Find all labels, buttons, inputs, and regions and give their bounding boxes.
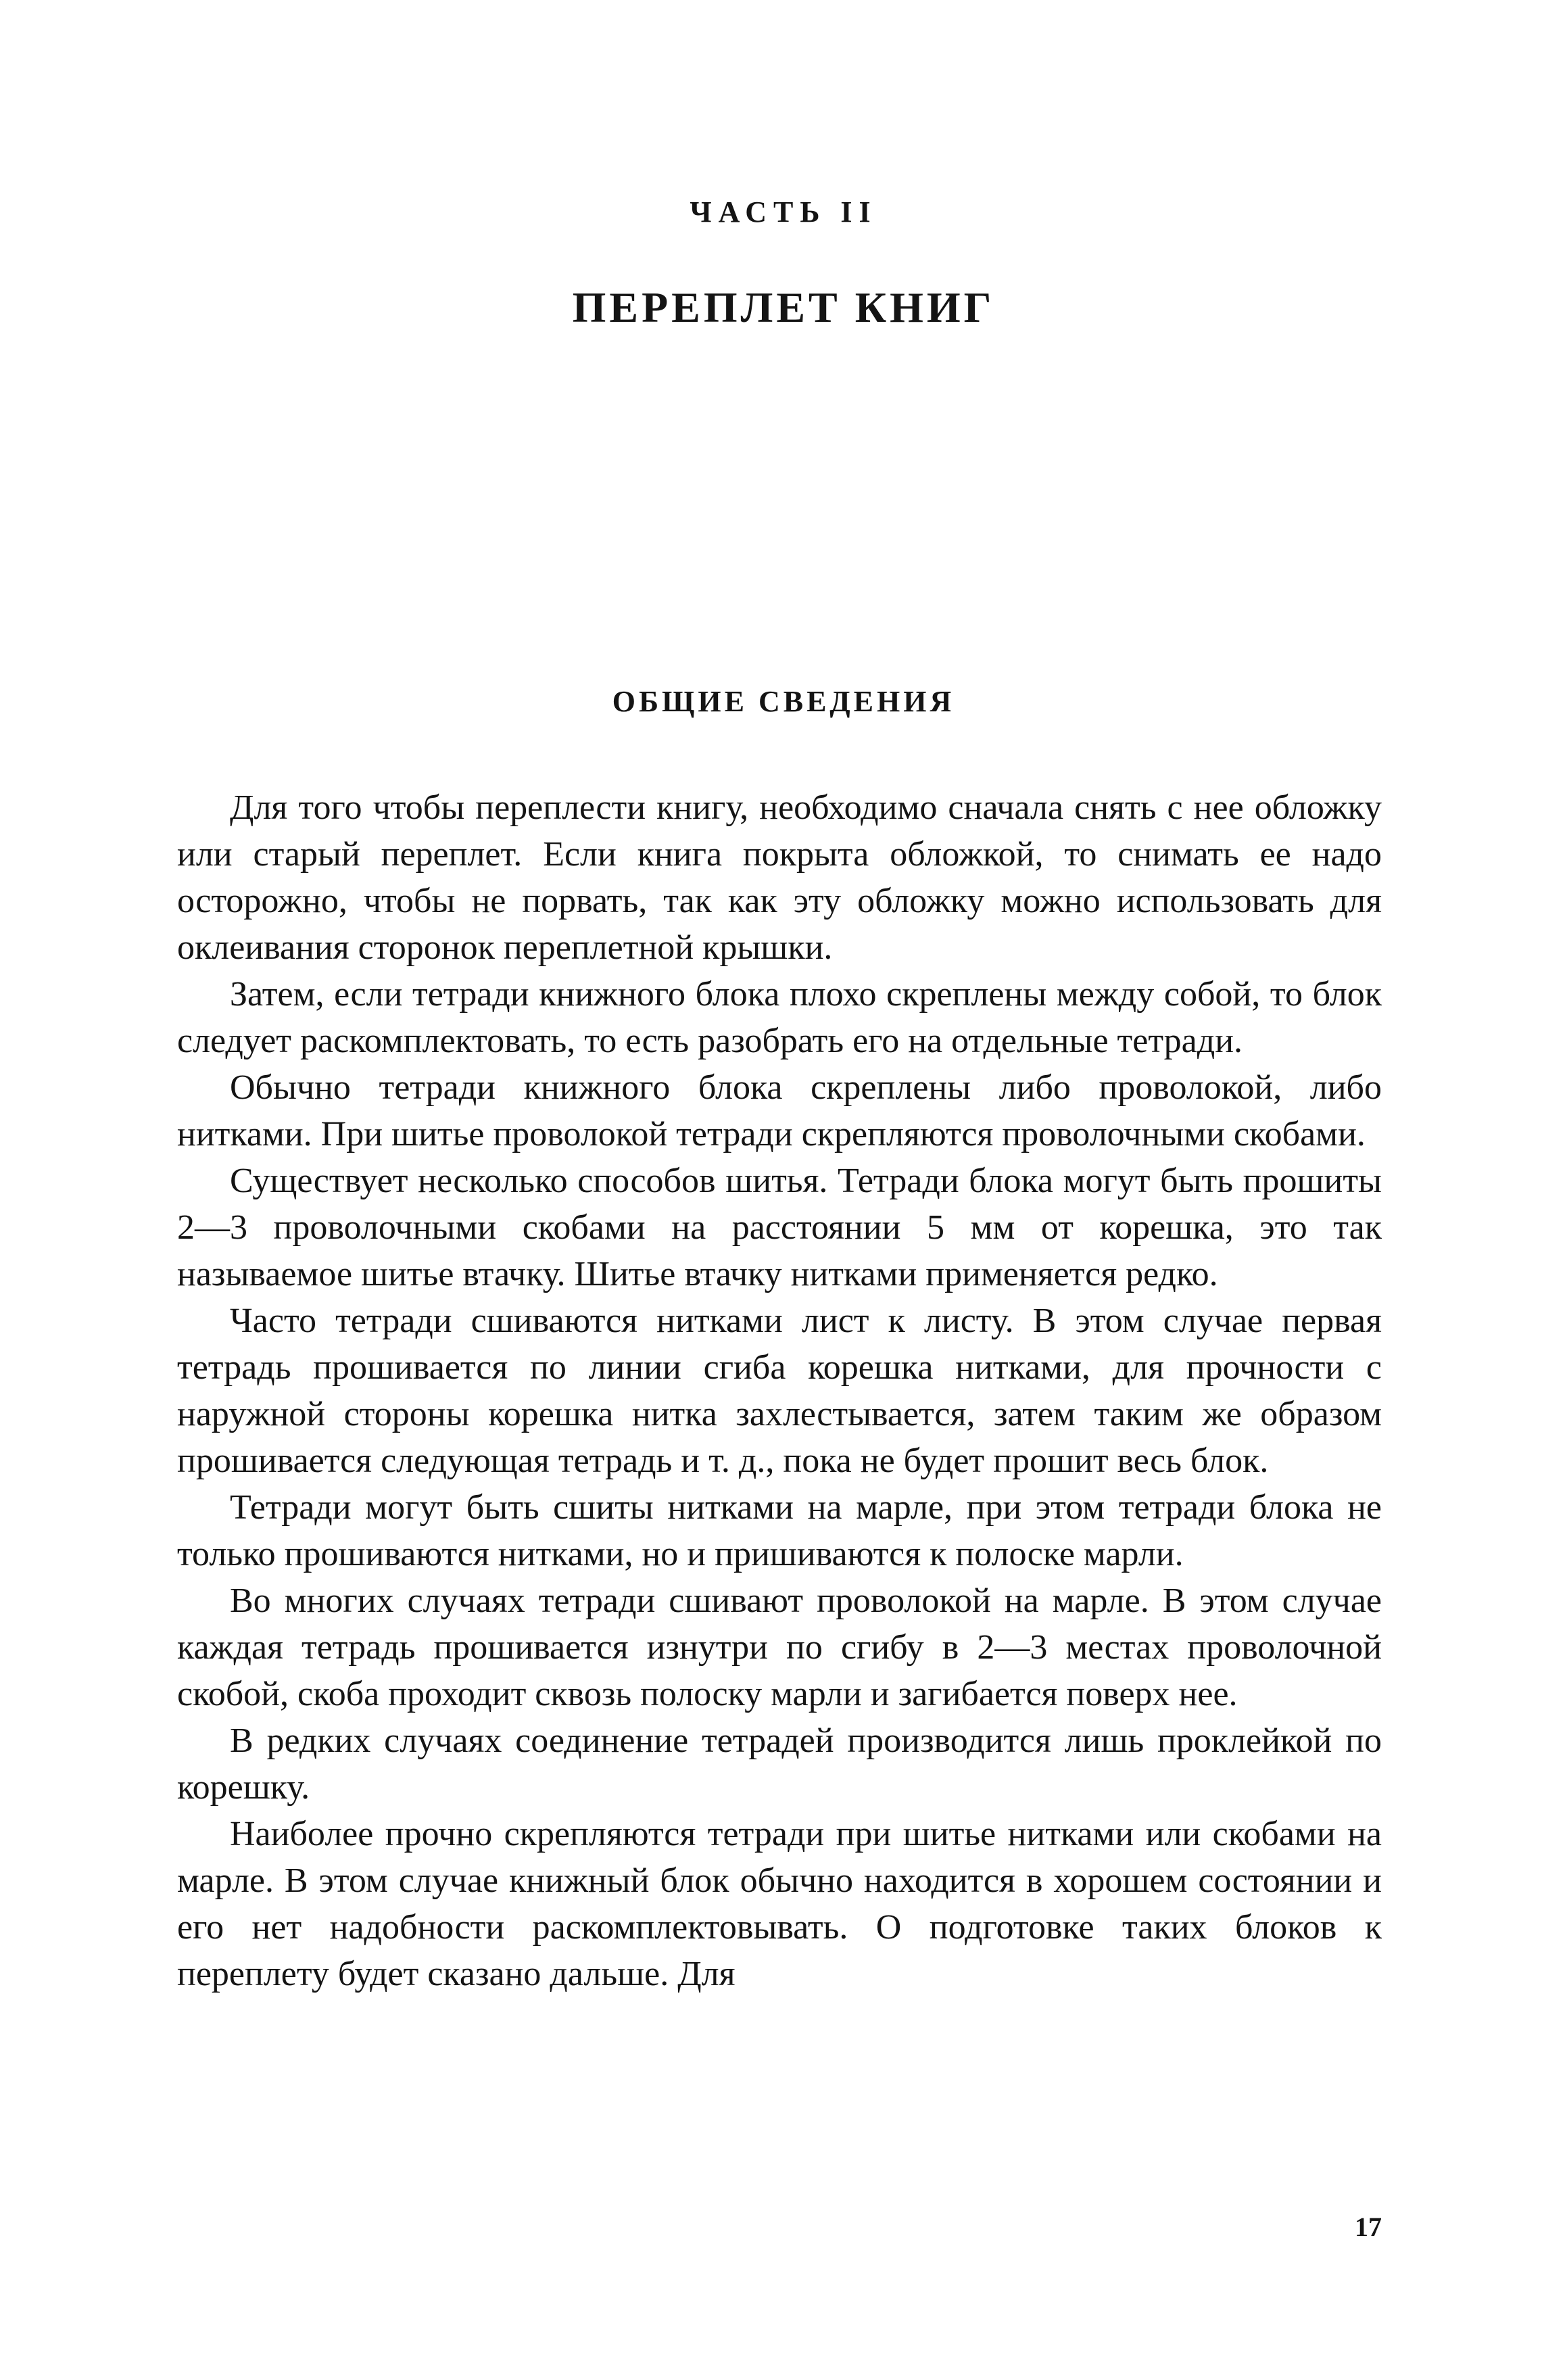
part-title: ПЕРЕПЛЕТ КНИГ [572,283,995,331]
paragraph: Наиболее прочно скрепляются тетради при шитье нитками или скобами на марле. В этом случае книжный блок обычно находится в хорошем состоянии и его нет надобности раскомплектовывать. О подготовке таких блоков к переплету будет сказано дальше. Для [177,1815,1382,1993]
body-text [177,784,1382,1997]
paragraph: Во многих случаях тетради сшивают проволокой на марле. В этом случае каждая тетрадь прошивается изнутри по сгибу в 2—3 местах проволочной скобой, скоба проходит сквозь полоску марли и загибается поверх нее. [177,1581,1382,1713]
paragraph: Обычно тетради книжного блока скреплены либо проволокой, либо нитками. При шитье проволокой тетради скрепляются проволочными скобами. [177,1068,1382,1153]
page-number: 17 [1355,2212,1382,2242]
paragraph: Для того чтобы переплести книгу, необходимо сначала снять с нее обложку или старый переплет. Если книга покрыта обложкой, то снимать ее надо осторожно, чтобы не порвать, так как эту обложку можно использовать для оклеивания сторонок переплетной крышки. [177,788,1382,967]
paragraph: Часто тетради сшиваются нитками лист к листу. В этом случае первая тетрадь прошивается по линии сгиба корешка нитками, для прочности с наружной стороны корешка нитка захлестывается, затем таким же образом прошивается следующая тетрадь и т. д., пока не будет прошит весь блок. [177,1302,1382,1480]
paragraph: Существует несколько способов шитья. Тетради блока могут быть прошиты 2—3 проволочными скобами на расстоянии 5 мм от корешка, это так называемое шитье втачку. Шитье втачку нитками применяется редко. [177,1162,1382,1293]
paragraph: Затем, если тетради книжного блока плохо скреплены между собой, то блок следует раскомплектовать, то есть разобрать его на отдельные тетради. [177,975,1382,1060]
section-title: ОБЩИЕ СВЕДЕНИЯ [612,685,955,718]
paragraph: Тетради могут быть сшиты нитками на марле, при этом тетради блока не только прошиваются нитками, но и пришиваются к полоске марли. [177,1488,1382,1573]
part-label: ЧАСТЬ II [690,195,877,229]
paragraph: В редких случаях соединение тетрадей производится лишь проклейкой по корешку. [177,1721,1382,1807]
